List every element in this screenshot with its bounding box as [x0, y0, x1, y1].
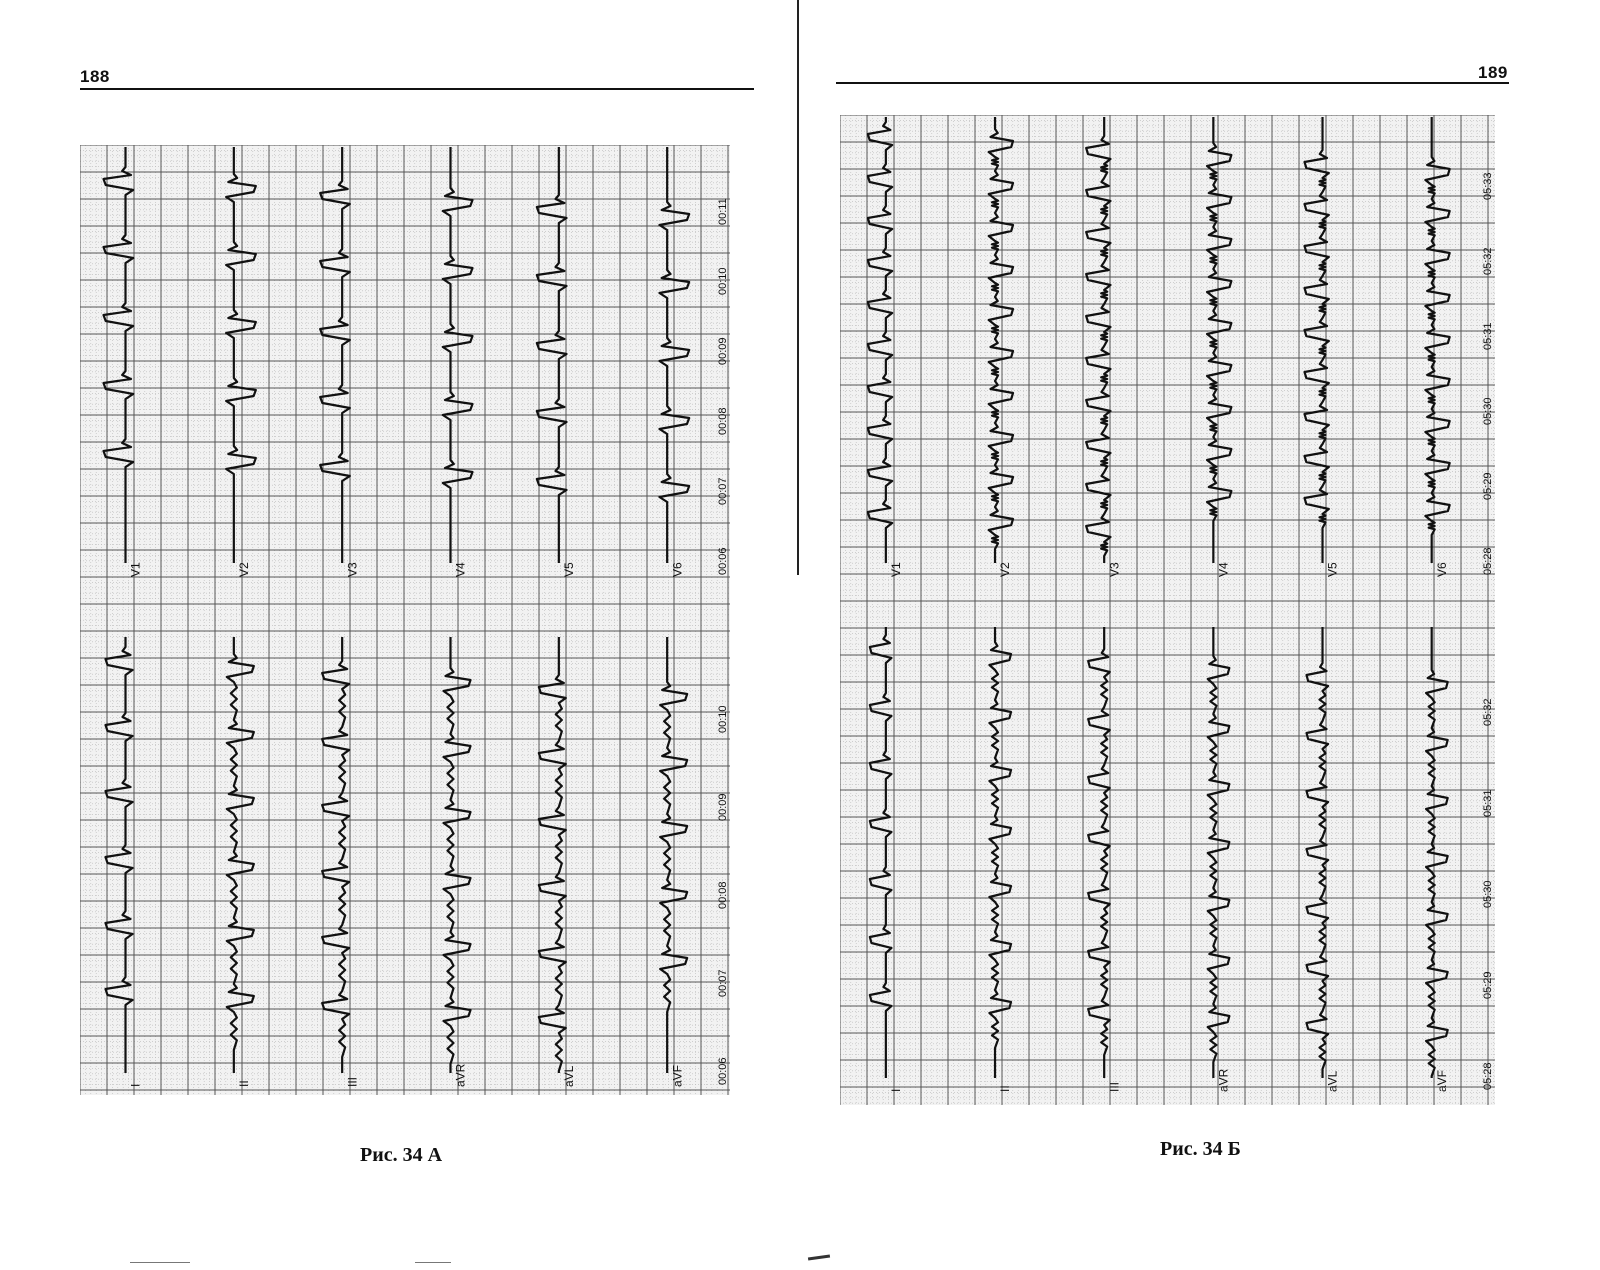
lower-a-time-label: 00:07 — [717, 969, 729, 997]
ecg-strip-34b — [840, 115, 1512, 1125]
lower-b-lead-label: I — [889, 1088, 904, 1092]
upper-a-lead-label: V6 — [670, 562, 685, 577]
upper-a-time-label: 00:06 — [717, 547, 729, 575]
upper-a-lead-label: V3 — [345, 562, 360, 577]
upper-a-lead-label: V1 — [128, 562, 143, 577]
lower-a-time-label: 00:10 — [717, 705, 729, 733]
upper-b-lead-label: V5 — [1325, 562, 1340, 577]
lower-b-lead-label: II — [998, 1085, 1013, 1092]
grid — [840, 115, 1495, 1105]
upper-a-time-label: 00:10 — [717, 267, 729, 295]
upper-a-time-label: 00:08 — [717, 407, 729, 435]
page-gutter — [797, 0, 799, 575]
lower-a-lead-label: II — [236, 1080, 251, 1087]
lower-b-lead-label: III — [1107, 1081, 1122, 1092]
ecg-strip-34a — [80, 145, 746, 1125]
lower-a-lead-label: aVF — [670, 1064, 685, 1087]
page-number-right: 189 — [1478, 63, 1508, 82]
lower-b-lead-label: aVR — [1216, 1068, 1231, 1092]
page-number-left: 188 — [80, 67, 110, 86]
header-rule-left — [80, 88, 754, 90]
scan-line-middle — [415, 1262, 451, 1263]
lower-b-time-label: 05:32 — [1482, 698, 1494, 726]
lower-a-time-label: 00:09 — [717, 793, 729, 821]
lower-a-lead-label: I — [128, 1083, 143, 1087]
upper-b-lead-label: V2 — [998, 562, 1013, 577]
upper-a-lead-label: V4 — [453, 562, 468, 577]
lower-a-lead-label: aVL — [561, 1065, 576, 1087]
scan-mark — [808, 1254, 830, 1260]
lower-a-lead-label: aVR — [453, 1063, 468, 1087]
upper-b-time-label: 05:29 — [1482, 472, 1494, 500]
lower-a-lead-label: III — [345, 1076, 360, 1087]
lower-b-time-label: 05:31 — [1482, 789, 1494, 817]
lower-a-time-label: 00:06 — [717, 1057, 729, 1085]
upper-b-time-label: 05:32 — [1482, 247, 1494, 275]
lower-a-time-label: 00:08 — [717, 881, 729, 909]
upper-a-time-label: 00:07 — [717, 477, 729, 505]
upper-a-lead-label: V5 — [561, 562, 576, 577]
figure-caption-right: Рис. 34 Б — [1160, 1138, 1241, 1160]
figure-caption-left: Рис. 34 А — [360, 1144, 443, 1166]
lower-b-time-label: 05:30 — [1482, 880, 1494, 908]
lower-b-time-label: 05:28 — [1482, 1062, 1494, 1090]
scan-line-left — [130, 1262, 190, 1263]
lower-b-time-label: 05:29 — [1482, 971, 1494, 999]
upper-b-time-label: 05:33 — [1482, 172, 1494, 200]
upper-b-lead-label: V6 — [1434, 562, 1449, 577]
upper-b-time-label: 05:28 — [1482, 547, 1494, 575]
grid — [80, 145, 730, 1095]
upper-a-time-label: 00:11 — [717, 198, 729, 225]
upper-b-lead-label: V4 — [1216, 562, 1231, 577]
upper-a-lead-label: V2 — [236, 562, 251, 577]
upper-b-lead-label: V3 — [1107, 562, 1122, 577]
lower-b-lead-label: aVL — [1325, 1070, 1340, 1092]
upper-b-lead-label: V1 — [889, 562, 904, 577]
upper-b-time-label: 05:30 — [1482, 397, 1494, 425]
header-rule-right — [836, 82, 1509, 84]
upper-a-time-label: 00:09 — [717, 337, 729, 365]
upper-b-time-label: 05:31 — [1482, 322, 1494, 350]
lower-b-lead-label: aVF — [1434, 1069, 1449, 1092]
